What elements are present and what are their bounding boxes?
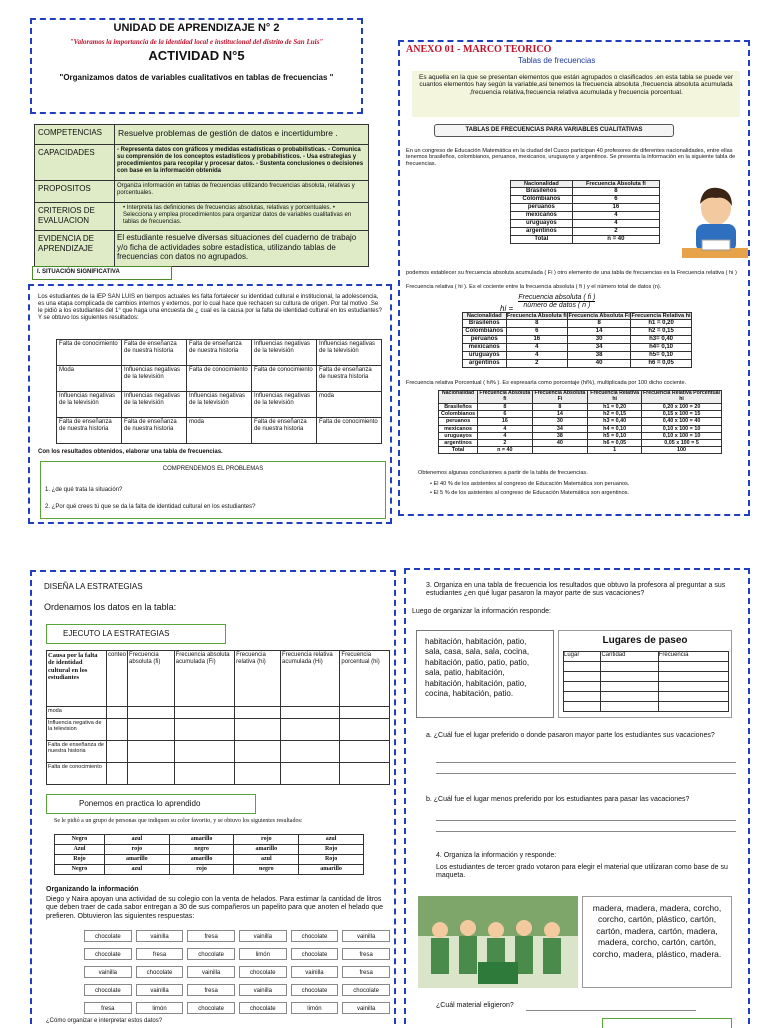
info-label: CRITERIOS DE EVALUACION	[35, 203, 115, 231]
table-cell: h3 = 0,40	[588, 418, 642, 425]
places-table-box	[558, 630, 732, 718]
table-cell: 6	[572, 196, 659, 204]
formula-left: hi =	[500, 304, 514, 313]
students-voting-illustration	[418, 896, 578, 988]
frequency-table	[46, 650, 390, 785]
ice-cream-slip: chocolate	[84, 984, 132, 996]
grid-cell: Influencias negativas de la televisión	[252, 340, 317, 366]
grid-cell: Falta de enseñanza de nuestra historia	[252, 418, 317, 444]
ice-cream-slip: chocolate	[291, 948, 339, 960]
strategy-title: DISEÑA LA ESTRATEGIAS	[44, 582, 143, 591]
ice-cream-slip: limón	[291, 1002, 339, 1014]
table-cell: h2 = 0,15	[588, 411, 642, 418]
unit-title: UNIDAD DE APRENDIZAJE N° 2	[113, 22, 280, 34]
ice-cream-slip: vainilla	[342, 930, 390, 942]
table-header: Frecuencia relativa acumulada (Hi)	[281, 651, 340, 707]
table-cell: 1	[588, 447, 642, 454]
organize-title: Organizando la información	[46, 886, 139, 893]
ice-cream-slip: fresa	[187, 984, 235, 996]
color-cell: amarillo	[169, 854, 234, 864]
table-cell[interactable]	[107, 707, 128, 719]
info-label: COMPETENCIAS	[35, 125, 115, 145]
row-label: Falta de enseñanza de nuestra historia	[47, 741, 107, 763]
question-3: 3. Organiza en una tabla de frecuencia los resultados que obtuvo la profesora al preguntar a sus estudiantes ¿en qué lugar pasaron la mayor parte de sus vacaciones?	[426, 582, 726, 598]
strategy-box	[30, 570, 396, 1024]
situation-box	[28, 284, 392, 524]
table-cell: uruguayos	[439, 432, 478, 439]
table-cell[interactable]	[235, 707, 281, 719]
table-cell: argentinos	[439, 439, 478, 446]
table-cell: Total	[511, 235, 573, 243]
table-cell[interactable]	[601, 672, 658, 682]
grid-cell: Falta de enseñanza de nuestra historia	[187, 340, 252, 366]
ice-cream-slip: chocolate	[239, 966, 287, 978]
table-cell[interactable]	[601, 702, 658, 712]
table-cell: 2	[572, 227, 659, 235]
row-label: moda	[47, 707, 107, 719]
info-value: • Interpreta las definiciones de frecuencias absolutas, relativas y porcentuales. • Selecciona y emplea procedimientos para organizar datos de variables cualitativas en tablas de frecuencias.	[115, 203, 369, 231]
annex-title: ANEXO 01 - MARCO TEORICO	[406, 44, 552, 55]
table-cell: 38	[568, 351, 631, 359]
table-cell: 0,20 x 100 = 20	[642, 403, 722, 410]
grid-cell: Influencias negativas de la televisión	[122, 392, 187, 418]
info-table	[34, 124, 369, 267]
table-cell: 8	[572, 188, 659, 196]
table-header: Frecuencia Relativa hi	[631, 313, 691, 319]
table-cell: 8	[478, 403, 532, 410]
table-cell[interactable]	[658, 682, 728, 692]
table-cell: 14	[532, 411, 588, 418]
table-header: Frecuencia Absoluta fi	[506, 313, 567, 319]
ice-cream-slip: vainilla	[136, 984, 184, 996]
color-cell: Rojo	[299, 844, 364, 854]
ice-cream-slip: chocolate	[239, 1002, 287, 1014]
table-cell: peruanos	[463, 336, 507, 344]
table-cell: 0,10 x 100 = 10	[642, 432, 722, 439]
grid-cell: Falta de conocimiento	[187, 366, 252, 392]
table-cell[interactable]	[340, 741, 390, 763]
grid-cell: moda	[187, 418, 252, 444]
table-cell: n = 40	[478, 447, 532, 454]
table-cell: 8	[532, 403, 588, 410]
materials-list: madera, madera, madera, corcho, corcho, cartón, plástico, cartón, cartón, madera, cartón, madera, madera, corcho, cartón, cartón, corcho, madera, plástico, madera.	[582, 896, 732, 988]
table-cell: h4= 0,10	[631, 344, 692, 352]
info-label: CAPACIDADES	[35, 145, 115, 181]
color-intro: Se le pidió a un grupo de personas que indiquen su color favorito, y se obtuvo los siguientes resultados:	[54, 818, 303, 824]
ice-cream-slip: fresa	[136, 948, 184, 960]
table-cell: 0,40 x 100 = 40	[642, 418, 722, 425]
answer-lines-a[interactable]	[436, 752, 736, 774]
formula	[500, 294, 596, 313]
color-cell: amarillo	[104, 854, 169, 864]
grid-cell: Influencias negativas de la televisión	[57, 392, 122, 418]
color-cell: Negro	[55, 835, 105, 845]
table-cell: h5 = 0,10	[588, 432, 642, 439]
col-lugar: Lugar	[564, 652, 601, 662]
after-text: Luego de organizar la información responde:	[412, 608, 551, 615]
question-4: 4. Organiza la información y responde:	[436, 852, 557, 859]
table-cell: 30	[532, 418, 588, 425]
ice-cream-slip: chocolate	[291, 930, 339, 942]
ice-cream-slip: vainilla	[239, 984, 287, 996]
info-label: EVIDENCIA DE APRENDIZAJE	[35, 231, 115, 267]
ice-cream-slip: limón	[239, 948, 287, 960]
color-cell: rojo	[104, 844, 169, 854]
info-value: - Representa datos con gráficos y medidas estadísticas o probabilísticas. - Comunica su comprensión de los conceptos estadísticos y probabilísticos. - Usa estrategias y procedimientos para recopilar y procesar datos. - Sustenta conclusiones o decisiones con base en la información obtenida	[115, 145, 369, 181]
ice-cream-slip: fresa	[342, 966, 390, 978]
table-cell: 40	[568, 359, 631, 367]
activity-subtitle: "Organizamos datos de variables cualitativos en tablas de frecuencias "	[59, 73, 334, 82]
table-cell: n = 40	[572, 235, 659, 243]
table-cell: 0,15 x 100 = 15	[642, 411, 722, 418]
row-label: Falta de conocimiento	[47, 763, 107, 785]
grid-cell: Influencias negativas de la televisión	[317, 340, 382, 366]
comprehension-title: COMPRENDEMOS EL PROBLEMAS	[162, 466, 264, 472]
table-cell: peruanos	[439, 418, 478, 425]
table-header: Frecuencia absoluta (fi)	[128, 651, 175, 707]
table-cell: peruanos	[511, 204, 573, 212]
table-cell[interactable]	[658, 702, 728, 712]
table-header: Frecuencia Relativa hi	[588, 391, 642, 404]
color-cell: azul	[234, 854, 299, 864]
table-cell: 8	[568, 320, 631, 328]
table-cell[interactable]	[564, 672, 601, 682]
table-header: Causa por la falta de identidad cultural en los estudiantes	[47, 651, 107, 707]
section-title: TABLAS DE FRECUENCIAS PARA VARIABLES CUALITATIVAS	[434, 124, 674, 137]
table-cell[interactable]	[340, 763, 390, 785]
table-header: Frecuencia Absoluta fi	[572, 181, 659, 188]
table-cell: 4	[506, 351, 568, 359]
ice-cream-slip: vainilla	[187, 966, 235, 978]
example-text: En un congreso de Educación Matemática en la ciudad del Cusco participan 40 profesores de diferentes nacionalidades, entre ellas tenemos brasileños, colombianos, peruanos, mexicanos, uruguayos y argentinos. Se presenta la información en la siguiente tabla de frecuencias.	[406, 148, 736, 167]
question-4-text: Los estudiantes de tercer grado votaron para elegir el material que utilizaran como base de su maqueta.	[436, 864, 728, 880]
question-b: b. ¿Cuál fue el lugar menos preferido por los estudiantes para pasar las vacaciones?	[426, 796, 690, 803]
table-cell[interactable]	[107, 763, 128, 785]
annex-subtitle: Tablas de frecuencias	[518, 56, 596, 65]
places-table-title: Lugares de paseo	[602, 635, 688, 646]
conclusions-text: Obtenemos algunas conclusiones a partir de la tabla de frecuencias.	[418, 470, 588, 476]
table-cell[interactable]	[564, 682, 601, 692]
activity-title: ACTIVIDAD N°5	[148, 48, 245, 63]
table-cell: h6 = 0,05	[631, 359, 692, 367]
table-cell: 4	[572, 219, 659, 227]
table-cell: 100	[642, 447, 722, 454]
grid-cell: Falta de enseñanza de nuestra historia	[57, 418, 122, 444]
info-value: Resuelve problemas de gestión de datos e incertidumbre .	[115, 125, 369, 145]
table-cell: Brasileños	[511, 188, 573, 196]
col-frecuencia: Frecuencia	[658, 652, 728, 662]
color-cell: Negro	[55, 864, 105, 874]
table-cell: 2	[478, 439, 532, 446]
col-cantidad: Cantidad	[601, 652, 658, 662]
table-cell: argentinos	[463, 359, 507, 367]
table-cell[interactable]	[601, 692, 658, 702]
table-cell: 0,05 x 100 = 5	[642, 439, 722, 446]
table-cell: 16	[478, 418, 532, 425]
relative-text: Frecuencia relativa ( hi ). Es el cociente entre la frecuencia absoluta ( fi ) y el número total de datos (n).	[406, 284, 662, 290]
color-cell: amarillo	[169, 835, 234, 845]
table-cell[interactable]	[235, 763, 281, 785]
ice-cream-slip: vainilla	[342, 1002, 390, 1014]
info-value: El estudiante resuelve diversas situaciones del cuaderno de trabajo y/o ficha de actividades sobre estadística, utilizando tablas de frecuencias con datos no agrupados.	[115, 231, 369, 267]
color-cell: amarillo	[234, 844, 299, 854]
ice-cream-slip: limón	[136, 1002, 184, 1014]
table-header: Frecuencia absoluta acumulada (Fi)	[174, 651, 235, 707]
answer-lines-b[interactable]	[436, 810, 736, 832]
color-cell: negro	[234, 864, 299, 874]
table-cell: h4 = 0,10	[588, 425, 642, 432]
grid-cell: Falta de enseñanza de nuestra historia	[122, 340, 187, 366]
ice-cream-slip: vainilla	[291, 966, 339, 978]
table-header: Nacionalidad	[463, 313, 507, 320]
table-cell[interactable]	[128, 719, 175, 741]
table-cell: Colombianos	[511, 196, 573, 204]
table-cell[interactable]	[128, 741, 175, 763]
grid-cell: moda	[317, 392, 382, 418]
table-header: Nacionalidad	[511, 181, 573, 188]
color-cell: negro	[169, 844, 234, 854]
table-cell[interactable]	[107, 741, 128, 763]
material-answer-line[interactable]	[526, 1010, 696, 1011]
table-header: Frecuencia Absoluta Fi	[568, 313, 630, 319]
table-cell: 0,10 x 100 = 10	[642, 425, 722, 432]
color-cell: Azul	[55, 844, 105, 854]
table-cell: 6	[478, 411, 532, 418]
ice-cream-slip: chocolate	[291, 984, 339, 996]
table-cell[interactable]	[281, 719, 340, 741]
exercises-box	[404, 568, 750, 1024]
grid-cell: Influencias negativas de la televisión	[187, 392, 252, 418]
ice-cream-slip: chocolate	[136, 966, 184, 978]
table-cell: mexicanos	[439, 425, 478, 432]
ice-cream-slip: fresa	[84, 1002, 132, 1014]
table-cell: Brasileños	[439, 403, 478, 410]
color-cell: azul	[104, 835, 169, 845]
table-cell: 4	[506, 344, 568, 352]
table-cell[interactable]	[128, 763, 175, 785]
ice-cream-slip: fresa	[342, 948, 390, 960]
execute-heading: EJECUTO LA ESTRATEGIAS	[46, 624, 226, 644]
table-cell: h1 = 0,20	[588, 403, 642, 410]
ice-cream-slip: chocolate	[84, 930, 132, 942]
ice-cream-slip: chocolate	[342, 984, 390, 996]
table-cell: mexicanos	[511, 212, 573, 220]
color-cell: azul	[104, 864, 169, 874]
table-cell[interactable]	[235, 741, 281, 763]
table-cell: 6	[506, 328, 568, 336]
table-cell[interactable]	[174, 741, 235, 763]
situation-heading: I. SITUACIÓN SIGNIFICATIVA	[32, 266, 172, 280]
table-cell[interactable]	[601, 682, 658, 692]
ice-cream-slip: chocolate	[187, 1002, 235, 1014]
ice-cream-slip: chocolate	[84, 948, 132, 960]
nationality-table	[510, 180, 660, 244]
table-cell: uruguayos	[463, 351, 507, 359]
ice-cream-slip: vainilla	[239, 930, 287, 942]
table-cell[interactable]	[601, 662, 658, 672]
color-cell: Rojo	[55, 854, 105, 864]
grid-cell: Falta de conocimiento	[57, 340, 122, 366]
table-cell: 30	[568, 336, 631, 344]
table-cell[interactable]	[281, 707, 340, 719]
table-cell[interactable]	[174, 763, 235, 785]
ice-cream-slip: vainilla	[136, 930, 184, 942]
footer-tab	[602, 1018, 732, 1028]
table-cell: 38	[532, 432, 588, 439]
comprehension-box	[40, 461, 386, 519]
table-cell: Brasileños	[463, 320, 507, 328]
situation-footer: Con los resultados obtenidos, elaborar una tabla de frecuencias.	[38, 449, 223, 455]
table-cell: 16	[506, 336, 568, 344]
table-cell: 4	[478, 432, 532, 439]
table-cell[interactable]	[564, 702, 601, 712]
material-question: ¿Cuál material eligieron?	[436, 1002, 514, 1009]
table-cell: uruguayos	[511, 219, 573, 227]
table-cell[interactable]	[340, 719, 390, 741]
table-cell: 14	[568, 328, 631, 336]
grid-cell: Influencias negativas de la televisión	[252, 392, 317, 418]
situation-text: Los estudiantes de la IEP SAN LUIS en tiempos actuales les falta fortalecer su identidad cultural e institucional, la adolescencia, es una etapa complicada de cambios internos y externos, por lo cual hace que rechacen su cultura de origen. Por tal motivo .Se le pidió a los estudiantes del 1° que haga una encuesta de ¿ cual es la causa por la falta de identidad cultural en los estudiantes? Y se obtuvo los siguientes resultados:	[38, 294, 382, 321]
info-value: Organiza información en tablas de frecuencias utilizando frecuencias absoluta, relativas y porcentuales.	[115, 181, 369, 203]
formula-numerator: Frecuencia absoluta ( fi )	[518, 294, 596, 301]
last-question: ¿Cómo organizar e interpretar estos datos?	[46, 1018, 163, 1024]
table-cell: 34	[568, 344, 631, 352]
ice-cream-table	[80, 924, 394, 1020]
percent-text: Frecuencia relativa Porcentual ( hi% ). Es expresarla como porcentaje (hi%), multiplicada por 100 dicho cociente.	[406, 380, 687, 386]
table-cell: Colombianos	[439, 411, 478, 418]
table-cell: h1 = 0,20	[631, 320, 692, 328]
color-cell: rojo	[169, 864, 234, 874]
conclusion-2: • El 5 % de los asistentes al congreso de Educación Matemática son argentinos.	[430, 490, 630, 496]
table-cell: 34	[532, 425, 588, 432]
table-cell: h3= 0,40	[631, 336, 692, 344]
grid-cell: Influencias negativas de la televisión	[122, 366, 187, 392]
table-cell: 8	[506, 320, 568, 328]
table-cell: h2 = 0,15	[631, 328, 692, 336]
table-cell: argentinos	[511, 227, 573, 235]
ice-cream-slip: chocolate	[187, 948, 235, 960]
table-cell[interactable]	[658, 692, 728, 702]
table-header: Frecuencia Relativa Porcentual hi	[643, 390, 720, 402]
grid-cell: Falta de conocimiento	[317, 418, 382, 444]
practice-heading: Ponemos en practica lo aprendido	[46, 794, 256, 814]
table-cell[interactable]	[235, 719, 281, 741]
table-cell[interactable]	[564, 692, 601, 702]
table-cell[interactable]	[281, 763, 340, 785]
table-cell: 40	[532, 439, 588, 446]
places-list: habitación, habitación, patio, sala, casa, sala, sala, cocina, habitación, patio, patio, patio, sala, patio, habitación, habitación, habitación, patio, cocina, habitación, patio.	[416, 630, 554, 718]
table-cell[interactable]	[281, 741, 340, 763]
color-cell: rojo	[234, 835, 299, 845]
annex-box	[398, 40, 750, 516]
table-cell[interactable]	[658, 662, 728, 672]
header-box	[30, 18, 363, 114]
table-cell: 4	[478, 425, 532, 432]
grid-cell: Moda	[57, 366, 122, 392]
color-cell: Rojo	[299, 854, 364, 864]
table-cell: Colombianos	[463, 328, 507, 336]
table-cell[interactable]	[174, 707, 235, 719]
grid-cell: Falta de enseñanza de nuestra historia	[317, 366, 382, 392]
grid-cell: Falta de enseñanza de nuestra historia	[122, 418, 187, 444]
places-table	[563, 651, 729, 712]
table-header: conteo	[107, 651, 128, 707]
formula-denominator: número de datos ( n )	[523, 302, 591, 309]
table-cell[interactable]	[107, 719, 128, 741]
grid-cell: Falta de conocimiento	[252, 366, 317, 392]
table-cell: 2	[506, 359, 568, 367]
table-cell: 4	[572, 212, 659, 220]
motto: "Valoramos la importancia de la identidad local e institucional del distrito de San Luis"	[69, 38, 324, 46]
relative-table	[462, 312, 692, 368]
percent-table	[438, 390, 722, 454]
table-cell[interactable]	[658, 672, 728, 682]
color-cell: amarillo	[299, 864, 364, 874]
annex-intro: Es aquella en la que se presentan elementos que están agrupados o clasificados .en esta tabla se puede ver cuantos elementos hay según la variable,asi tenemos la frecuencia absoluta ,frecuencia absoluta acumulada ,frecuencia relativa,frecuencia relativa acumulada y frecuencia porcentual.	[412, 71, 740, 117]
question-a: a. ¿Cuál fue el lugar preferido o donde pasaron mayor parte los estudiantes sus vacaciones?	[426, 732, 715, 739]
question-2: 2. ¿Por qué crees tú que se da la falta de identidad cultural en los estudiantes?	[45, 503, 256, 510]
table-header: Frecuencia porcentual (hi)	[340, 651, 390, 707]
table-header: Nacionalidad	[439, 391, 478, 404]
table-cell[interactable]	[564, 662, 601, 672]
table-cell	[532, 447, 588, 454]
question-1: 1. ¿de qué trata la situación?	[45, 486, 123, 493]
table-cell: Total	[439, 447, 478, 454]
table-cell: 16	[572, 204, 659, 212]
table-cell: mexicanos	[463, 344, 507, 352]
table-cell: h6 = 0,05	[588, 439, 642, 446]
table-cell[interactable]	[174, 719, 235, 741]
cumulative-text: podemos establecer su frecuencia absoluta acumulada ( Fi ) otro elemento de una tabla de frecuencias es la Frecuencia relativa ( hi )	[406, 270, 737, 276]
table-cell[interactable]	[128, 707, 175, 719]
table-header: Frecuencia Absoluta Fi	[532, 391, 588, 404]
table-cell[interactable]	[340, 707, 390, 719]
order-text: Ordenamos los datos en la tabla:	[44, 602, 177, 612]
student-illustration	[680, 178, 750, 270]
organize-text: Diego y Naira apoyan una actividad de su colegio con la venta de helados. Para estimar la cantidad de litros que deben traer de cada sabor entregan a 30 de sus compañeros un papelito para que anoten el helado que prefieren. Obtuvieron las siguientes respuestas:	[46, 896, 384, 920]
row-label: Influencia negativa de la television	[47, 719, 107, 741]
table-header: Frecuencia relativa (hi)	[235, 651, 281, 707]
table-cell: h5= 0,10	[631, 351, 692, 359]
causes-grid	[56, 339, 382, 444]
ice-cream-slip: vainilla	[84, 966, 132, 978]
colors-table	[54, 834, 364, 875]
conclusion-1: • El 40 % de los asistentes al congreso de Educación Matemática son peruanos.	[430, 481, 630, 487]
table-header: Frecuencia Absoluta fi	[479, 390, 531, 402]
info-label: PROPOSITOS	[35, 181, 115, 203]
color-cell: azul	[299, 835, 364, 845]
ice-cream-slip: fresa	[187, 930, 235, 942]
